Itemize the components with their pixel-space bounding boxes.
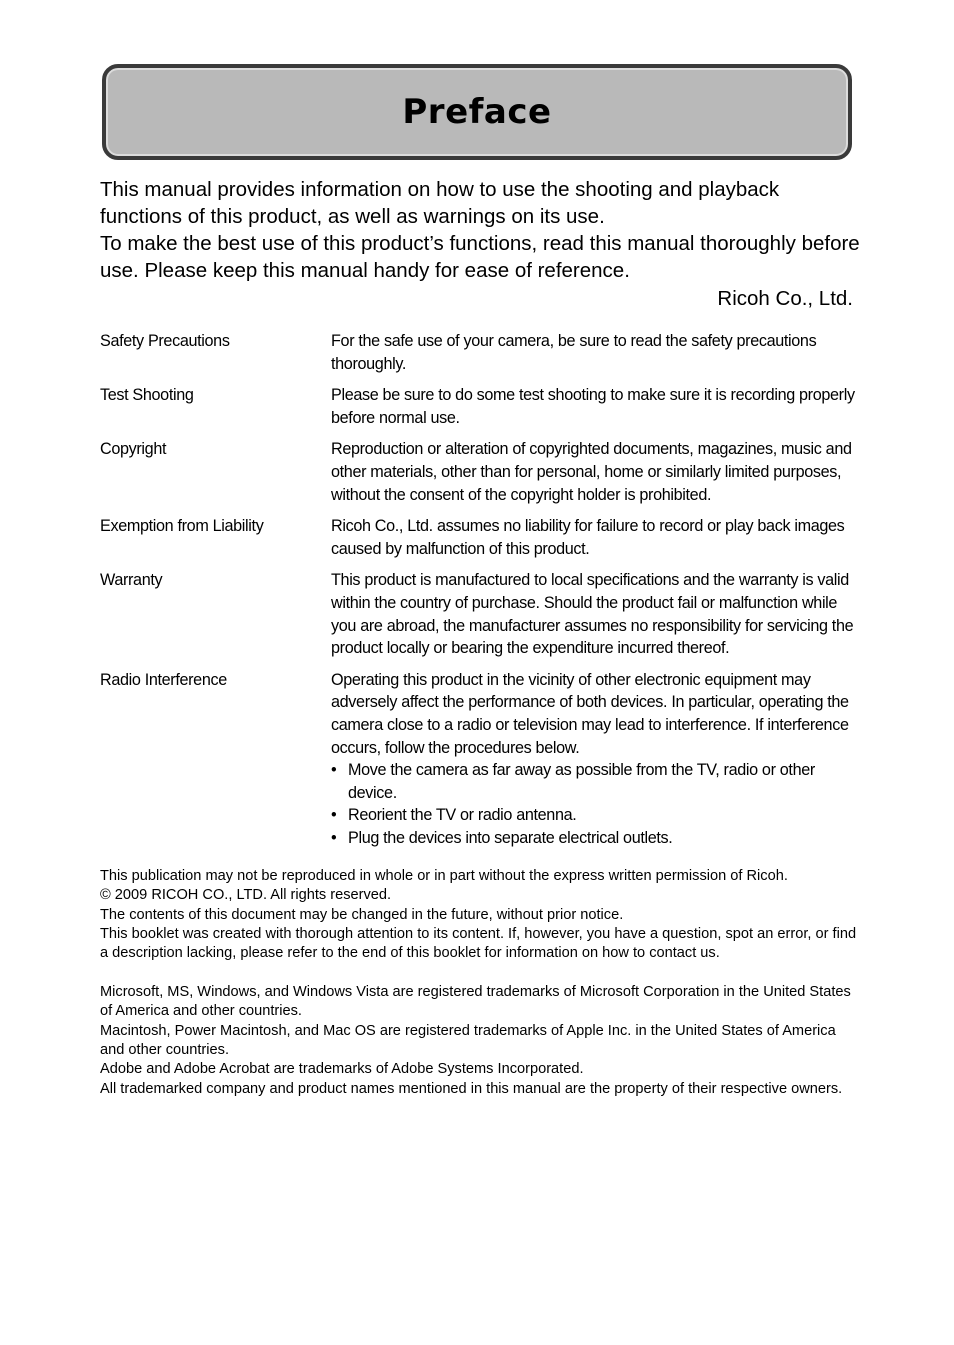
page-title: Preface [402, 92, 552, 132]
company-signature: Ricoh Co., Ltd. [717, 287, 853, 310]
trademark-line: Microsoft, MS, Windows, and Windows Vista are registered trademarks of Microsoft Corporation in the United States of America and other countries. [100, 984, 851, 1020]
item-label: Copyright [100, 440, 167, 459]
item-description [331, 515, 856, 560]
bullet-item: • Reorient the TV or radio antenna. [331, 804, 856, 827]
spacer [100, 963, 860, 983]
notice-line: © 2009 RICOH CO., LTD. All rights reserved. [100, 887, 392, 904]
item-text: Reproduction or alteration of copyrighted documents, magazines, music and other materials, other than for personal, home or similarly limited purposes, without the consent of the copyright holder is prohibited. [331, 440, 852, 504]
item-label: Test Shooting [100, 386, 194, 405]
trademark-line: All trademarked company and product names mentioned in this manual are the property of their respective owners. [100, 1080, 843, 1097]
bullet-item: • Plug the devices into separate electrical outlets. [331, 827, 856, 850]
bullet-item: • Move the camera as far away as possible from the TV, radio or other device. [331, 759, 856, 804]
item-label: Warranty [100, 571, 163, 590]
item-text: Operating this product in the vicinity of other electronic equipment may adversely affect the performance of both devices. In particular, operating the camera close to a radio or television may lead to interference. If interference occurs, follow the procedures below. [331, 670, 849, 757]
title-banner [102, 64, 852, 160]
item-text: This product is manufactured to local specifications and the warranty is valid within the country of purchase. Should the product fail or malfunction while you are abroad, the manufacturer assumes no responsibility for servicing the product locally or bearing the expenditure incurred thereof. [331, 571, 854, 658]
item-description [331, 330, 856, 375]
item-description [331, 669, 856, 850]
item-text: Please be sure to do some test shooting to make sure it is recording properly before normal use. [331, 386, 855, 427]
notice-items [100, 330, 856, 858]
item-warranty [100, 569, 856, 659]
notice-line: This publication may not be reproduced in whole or in part without the express written permission of Ricoh. [100, 868, 788, 884]
intro-paragraph: This manual provides information on how to use the shooting and playback functions of this product, as well as warnings on its use. [100, 178, 780, 228]
item-label: Radio Interference [100, 670, 227, 689]
notice-line: The contents of this document may be changed in the future, without prior notice. [100, 906, 624, 923]
item-text: For the safe use of your camera, be sure to read the safety precautions thoroughly. [331, 332, 817, 373]
bullet-list [331, 759, 856, 849]
item-description [331, 384, 856, 429]
item-safety-precautions [100, 330, 856, 375]
notice-line: This booklet was created with thorough attention to its content. If, however, you have a question, spot an error, or find a description lacking, please refer to the end of this booklet for information on how to contact us. [100, 925, 857, 962]
item-label: Safety Precautions [100, 332, 230, 350]
item-exemption-from-liability [100, 515, 856, 560]
intro-section [100, 176, 860, 284]
item-label: Exemption from Liability [100, 517, 264, 536]
item-description [331, 438, 856, 506]
trademark-line: Adobe and Adobe Acrobat are trademarks of Adobe Systems Incorporated. [100, 1061, 584, 1078]
item-description [331, 569, 856, 659]
item-radio-interference [100, 669, 856, 850]
legal-notices [100, 867, 860, 1099]
intro-paragraph: To make the best use of this product’s functions, read this manual thoroughly before use. Please keep this manual handy for ease of reference. [100, 232, 860, 282]
item-copyright [100, 438, 856, 506]
trademark-line: Macintosh, Power Macintosh, and Mac OS are registered trademarks of Apple Inc. in the United States of America and other countries. [100, 1022, 836, 1058]
item-test-shooting [100, 384, 856, 429]
item-text: Ricoh Co., Ltd. assumes no liability for failure to record or play back images caused by malfunction of this product. [331, 517, 845, 558]
